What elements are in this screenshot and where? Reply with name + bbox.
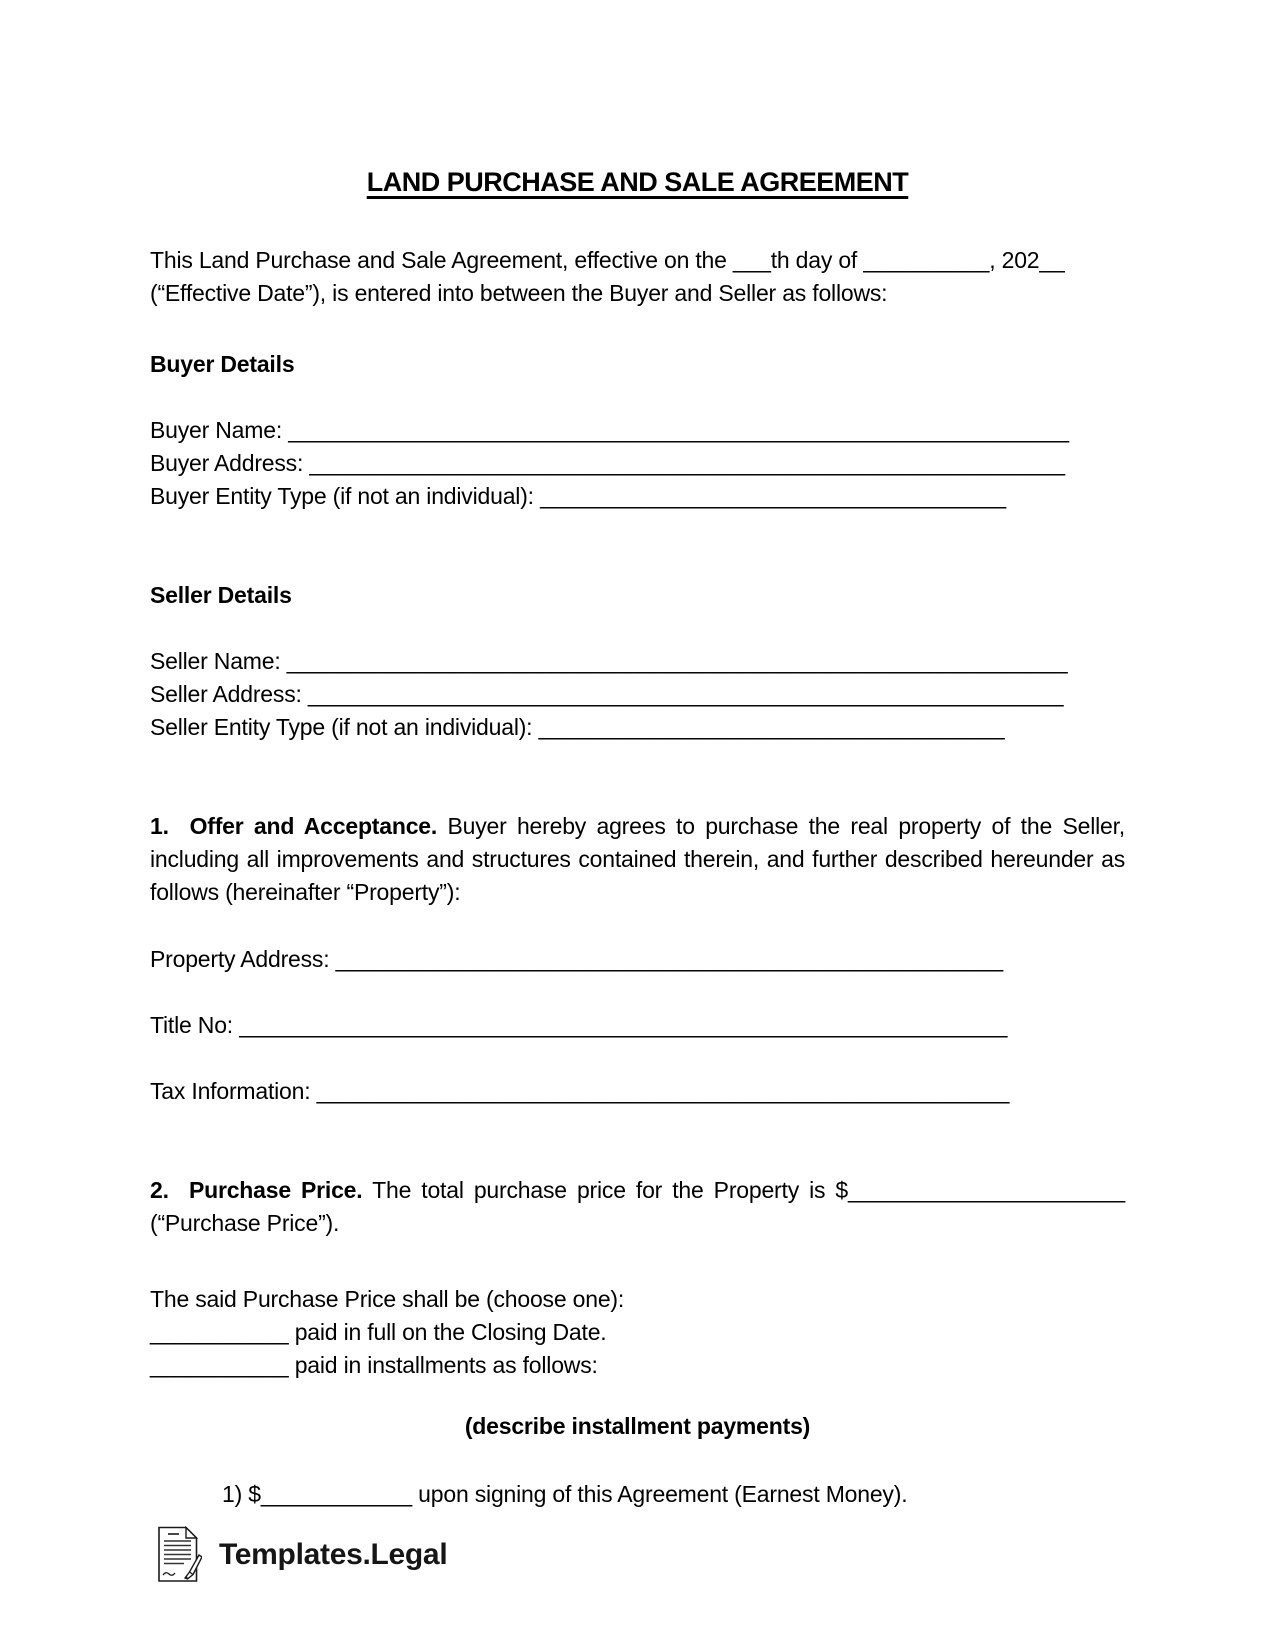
seller-details-fields xyxy=(150,645,1125,744)
paid-in-installments-text: paid in installments as follows: xyxy=(294,1352,598,1379)
payment-choice-lead: The said Purchase Price shall be (choose one): xyxy=(150,1286,625,1313)
brand-name: Templates.Legal xyxy=(219,1538,448,1572)
section-1-body: Buyer hereby agrees to purchase the real property of the Seller, including all improvements and structures contained therein, and further described hereunder as follows (hereinafter “Property”): xyxy=(150,813,1125,906)
installment-1-number: 1) xyxy=(222,1481,243,1508)
buyer-details-heading: Buyer Details xyxy=(150,351,295,378)
title-no-blank[interactable]: _____________________________________________________________ xyxy=(239,1012,1008,1039)
buyer-address-blank[interactable]: ____________________________________________________________ xyxy=(309,450,1065,477)
field-row xyxy=(150,1009,1125,1042)
seller-entity-type-label: Seller Entity Type (if not an individual): xyxy=(150,714,533,741)
seller-name-label: Seller Name: xyxy=(150,648,281,675)
buyer-name-blank[interactable]: ______________________________________________________________ xyxy=(288,417,1069,444)
section-2-body-after: (“Purchase Price”). xyxy=(150,1210,340,1237)
tax-information-blank[interactable]: _______________________________________________________ xyxy=(316,1078,1010,1105)
seller-address-label: Seller Address: xyxy=(150,681,302,708)
section-1-heading: 1. Offer and Acceptance. xyxy=(150,813,438,840)
buyer-entity-type-label: Buyer Entity Type (if not an individual): xyxy=(150,483,534,510)
section-2-heading: 2. Purchase Price. xyxy=(150,1177,363,1204)
document-with-pencil-icon xyxy=(156,1526,202,1584)
buyer-entity-type-blank[interactable]: _____________________________________ xyxy=(540,483,1006,510)
section-2-purchase-price xyxy=(150,1174,1125,1240)
buyer-address-label: Buyer Address: xyxy=(150,450,304,477)
field-row xyxy=(150,711,1125,744)
payment-option-row xyxy=(150,1349,1125,1382)
section-1-offer-and-acceptance xyxy=(150,810,1125,909)
document-title: LAND PURCHASE AND SALE AGREEMENT xyxy=(366,167,909,198)
field-row xyxy=(150,1075,1125,1108)
payment-choice-block xyxy=(150,1283,1125,1382)
field-row xyxy=(150,943,1125,976)
field-row xyxy=(150,447,1125,480)
purchase-price-blank[interactable]: $______________________ xyxy=(835,1177,1126,1204)
field-row xyxy=(150,678,1125,711)
installments-caption: (describe installment payments) xyxy=(464,1413,811,1440)
payment-option-row xyxy=(150,1316,1125,1349)
paid-in-full-blank[interactable]: ___________ xyxy=(150,1319,289,1346)
paid-in-installments-blank[interactable]: ___________ xyxy=(150,1352,289,1379)
seller-name-blank[interactable]: ______________________________________________________________ xyxy=(286,648,1068,675)
field-row xyxy=(150,414,1125,447)
installment-1-text: upon signing of this Agreement (Earnest Money). xyxy=(418,1481,908,1508)
property-address-blank[interactable]: _____________________________________________________ xyxy=(335,946,1003,973)
templates-legal-logo xyxy=(150,1526,1125,1584)
buyer-details-fields xyxy=(150,414,1125,513)
seller-entity-type-blank[interactable]: _____________________________________ xyxy=(538,714,1005,741)
installment-1-amount-blank[interactable]: $____________ xyxy=(248,1481,412,1508)
field-row xyxy=(150,645,1125,678)
installment-item-1 xyxy=(150,1478,1125,1511)
field-row xyxy=(150,480,1125,513)
paid-in-full-text: paid in full on the Closing Date. xyxy=(294,1319,607,1346)
section-2-body: The total purchase price for the Property is xyxy=(372,1177,826,1204)
title-no-label: Title No: xyxy=(150,1012,233,1039)
intro-paragraph: This Land Purchase and Sale Agreement, effective on the ___th day of __________, 202__ (“Effective Date”), is entered into between the Buyer and Seller as follows: xyxy=(150,247,1065,307)
buyer-name-label: Buyer Name: xyxy=(150,417,283,444)
seller-details-heading: Seller Details xyxy=(150,582,292,609)
tax-information-label: Tax Information: xyxy=(150,1078,311,1105)
property-address-label: Property Address: xyxy=(150,946,330,973)
seller-address-blank[interactable]: ____________________________________________________________ xyxy=(307,681,1064,708)
